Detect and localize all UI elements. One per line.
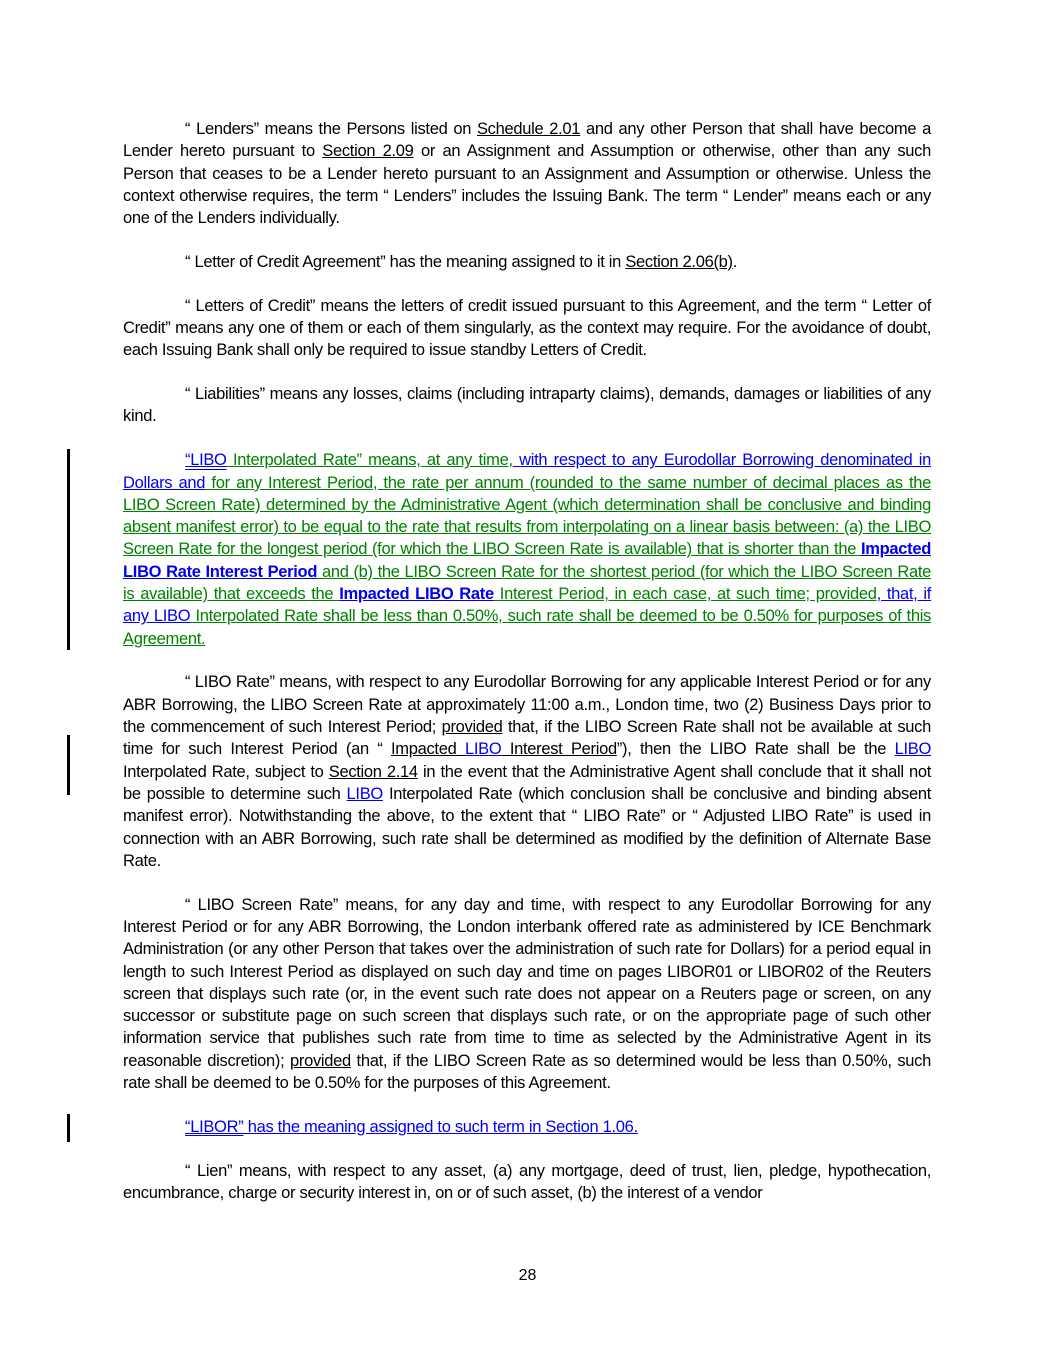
definition-libo-rate <box>123 671 931 872</box>
underlined-term: Impacted <box>391 740 465 759</box>
inserted-text: , that, if any LIBO <box>123 585 932 626</box>
definition-libo-screen-rate <box>123 894 931 1095</box>
inserted-defined-term: Impacted LIBO Rate <box>339 585 494 604</box>
moved-text: and (b) the LIBO Screen Rate for the shortest period (for which the LIBO Screen Rate is available) that exceeds the <box>123 562 931 604</box>
text-run: “ Letter of Credit Agreement” has the meaning assigned to it in <box>185 252 626 271</box>
change-bar <box>67 1114 70 1142</box>
underlined-term: Section 2.09 <box>322 142 414 161</box>
text-run: “ Lien” means, with respect to any asset, (a) any mortgage, deed of trust, lien, pledge, hypothecation, encumbrance, charge or security interest in, on or of such asset, (b) the interest of a vendor <box>123 1161 931 1202</box>
definition-lenders <box>123 118 931 229</box>
inserted-text: with respect to any Eurodollar Borrowing denominated in Dollars and <box>123 451 931 492</box>
document-body <box>123 118 931 1226</box>
text-run: “ Liabilities” means any losses, claims (including intraparty claims), demands, damages or liabilities of any kind. <box>123 385 931 426</box>
moved-text: Interpolated Rate shall be less than 0.50%, such rate shall be deemed to be 0.50% for purposes of this Agreement. <box>123 607 932 648</box>
underlined-term: provided <box>441 718 503 737</box>
definition-libor <box>123 1116 931 1138</box>
definition-letters-of-credit <box>123 295 931 362</box>
text-run: or an Assignment and Assumption or otherwise, other than any such Person that ceases to be a Lender hereto pursuant to an Assignment and Assumption or otherwise. Unless the context otherwise requires, the term “ Lenders” includes the Issuing Bank. The term “ Lender” means each or any one of the Lenders individually. <box>123 142 931 228</box>
text-run: ”), then the LIBO Rate shall be the <box>616 740 895 759</box>
definition-libo-interpolated-rate <box>123 449 931 650</box>
moved-text: Interest Period, in each case, at such time; provided <box>493 585 877 604</box>
text-run: Interpolated Rate (which conclusion shall be conclusive and binding absent manifest error). Notwithstanding the above, to the extent that “ LIBO Rate” or “ Adjusted LIBO Rate” is used in connection with an ABR Borrowing, such rate shall be determined as modified by the definition of Alternate Base Rate. <box>123 784 931 870</box>
text-run: and any other Person that shall have become a Lender hereto pursuant to <box>123 120 932 161</box>
underlined-term: provided <box>290 1051 351 1070</box>
definition-liabilities <box>123 383 931 428</box>
text-run: in the event that the Administrative Agent shall conclude that it shall not be possible to determine such <box>123 762 931 803</box>
inserted-term-heading: “LIBO <box>185 451 227 470</box>
page-number: 28 <box>518 1267 537 1284</box>
text-run: Interpolated Rate, subject to <box>123 762 329 781</box>
inserted-term-heading: “LIBOR” <box>185 1117 244 1136</box>
inserted-text: LIBO <box>894 740 931 759</box>
underlined-term: Interest Period <box>501 740 617 759</box>
text-run: “ Letters of Credit” means the letters of credit issued pursuant to this Agreement, and the term “ Letter of Credit” means any one of them or each of them singularly, as the context may require. For the avoidance of doubt, each Issuing Bank shall only be required to issue standby Letters of Credit. <box>123 296 931 360</box>
change-bar <box>67 735 70 795</box>
text-run: “ LIBO Rate” means, with respect to any Eurodollar Borrowing for any applicable Interest Period or for any ABR Borrowing, the LIBO Screen Rate at approximately 11:00 a.m., London time, two (2) Business Days prior to the commencement of such Interest Period; <box>123 673 931 737</box>
definition-lien <box>123 1160 931 1205</box>
text-run: “ Lenders” means the Persons listed on <box>185 120 477 138</box>
underlined-term: Section 2.06(b) <box>625 252 733 271</box>
text-run: “ LIBO Screen Rate” means, for any day and time, with respect to any Eurodollar Borrowing for any Interest Period or for any ABR Borrowing, the London interbank offered rate as administered by ICE Benchmark Administration (or any other Person that takes over the administration of such rate for Dollars) for a period equal in length to such Interest Period as displayed on such day and time on pages LIBOR01 or LIBOR02 of the Reuters screen that displays such rate (or, in the event such rate does not appear on a Reuters page or screen, on any successor or substitute page on such screen that displays such rate, or on the appropriate page of such other information service that publishes such rate from time to time as selected by the Administrative Agent in its reasonable discretion); <box>123 895 931 1070</box>
underlined-term: Section 2.14 <box>328 762 418 781</box>
moved-text: Interpolated Rate” means, at any time, <box>226 451 513 470</box>
text-run: . <box>732 252 738 271</box>
inserted-text: has the meaning assigned to such term in Section 1.06. <box>243 1117 638 1136</box>
underlined-term: Schedule 2.01 <box>476 120 581 138</box>
definition-letter-of-credit-agreement <box>123 251 931 273</box>
change-bar <box>67 449 70 650</box>
inserted-text: LIBO <box>346 784 383 803</box>
moved-text: for any Interest Period, the rate per annum (rounded to the same number of decimal places as the LIBO Screen Rate) determined by the Administrative Agent (which determination shall be conclusive and binding absent manifest error) to be equal to the rate that results from interpolating on a linear basis between: (a) the LIBO Screen Rate for the longest period (for which the LIBO Screen Rate is available) that is shorter than the <box>123 473 931 559</box>
inserted-text: LIBO <box>464 740 502 759</box>
text-run: that, if the LIBO Screen Rate as so determined would be less than 0.50%, such rate shall be deemed to be 0.50% for the purposes of this Agreement. <box>123 1051 931 1092</box>
text-run: that, if the LIBO Screen Rate shall not be available at such time for such Interest Period (an “ <box>123 718 931 759</box>
inserted-defined-term: Impacted LIBO Rate Interest Period <box>123 540 931 581</box>
